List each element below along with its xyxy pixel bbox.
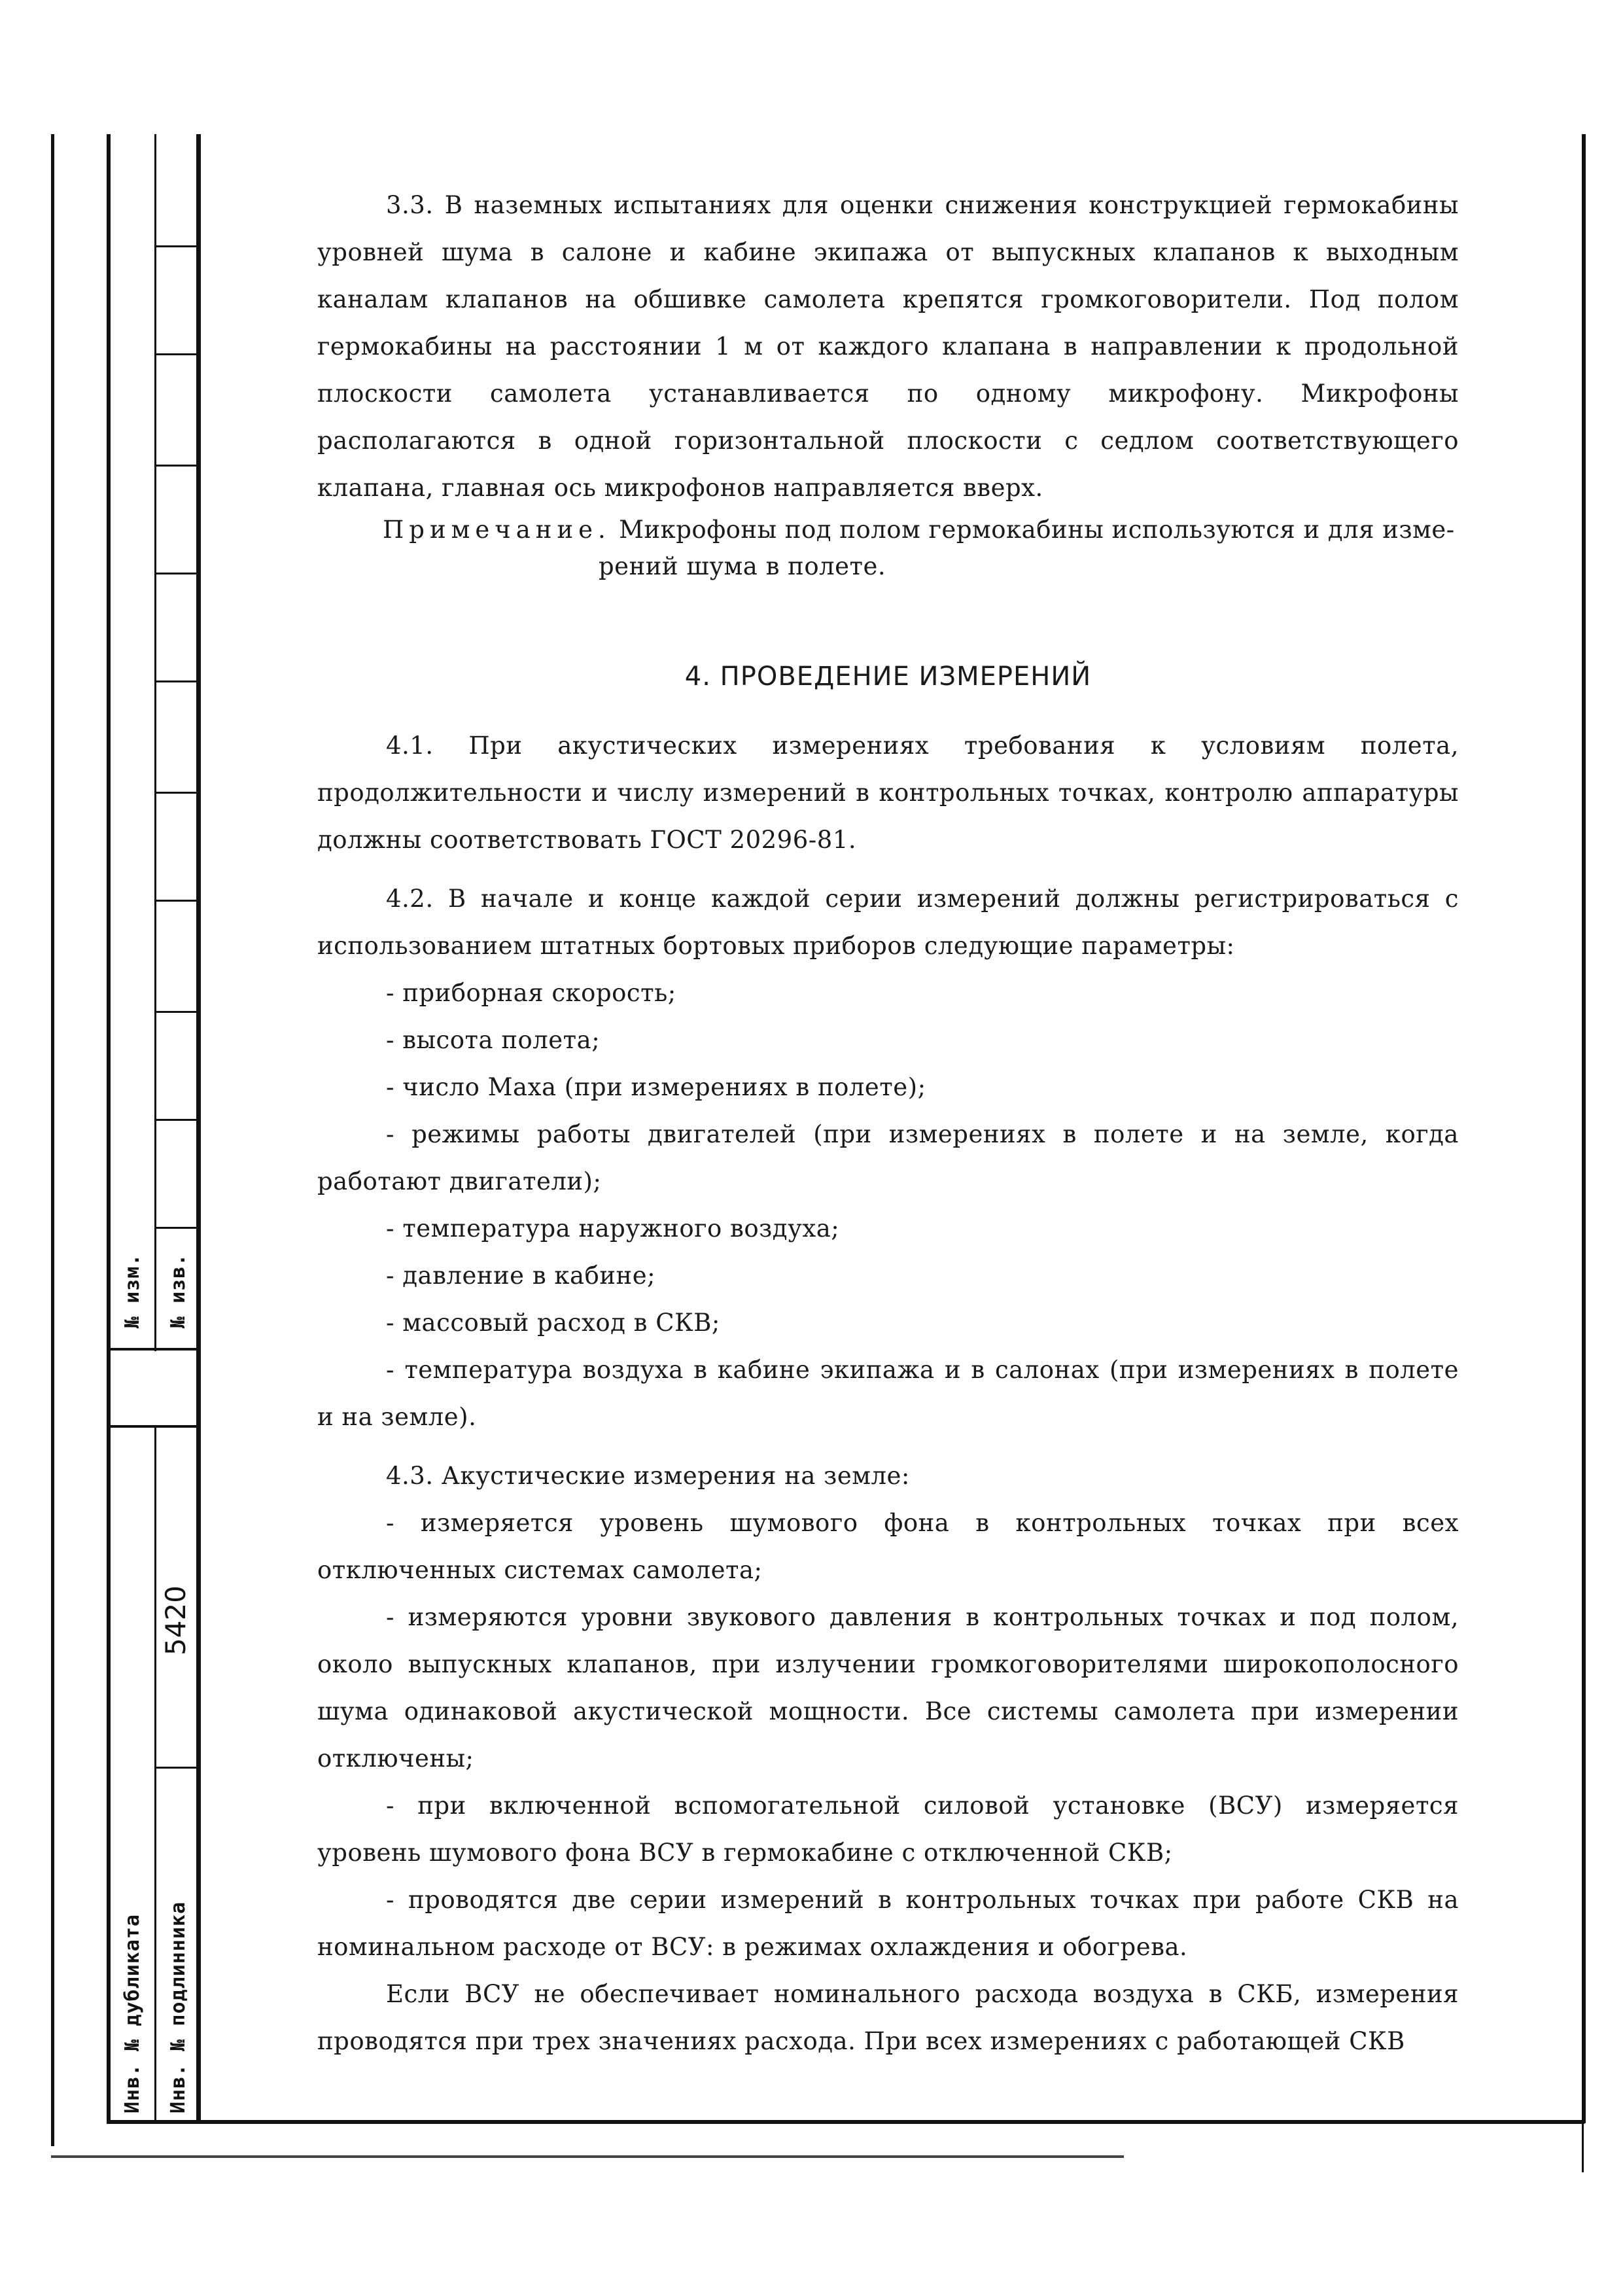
ground-item: - при включенной вспомогательной силовой установке (ВСУ) измеряется уровень шумового фона ВСУ в гермокабине с отключенной СКВ; <box>317 1792 1459 1867</box>
frame-left-outer-line <box>51 134 54 2146</box>
section-3-3 <box>317 182 1459 585</box>
stamp-cell-line <box>154 353 200 355</box>
frame-stamp-left-line <box>107 134 111 2123</box>
stamp-box-top-line <box>107 1348 200 1351</box>
frame-right-line <box>1582 134 1586 2123</box>
paragraph-4-1: 4.1. При акустических измерениях требования к условиям полета, продолжительности и числу измерений в контрольных точках, контролю аппаратуры должны соответствовать ГОСТ 20296-81. <box>317 732 1459 854</box>
paragraph-3-3: 3.3. В наземных испытаниях для оценки снижения конструкцией гермокабины уровней шума в салоне и кабине экипажа от выпускных клапанов к выходным каналам клапанов на обшивке самолета крепятся громкоговорители. Под полом гермокабины на расстоянии 1 м от каждого клапана в направлении к продольной плоскости самолета устанавливается по одному микрофону. Микрофоны располагаются в одной горизонтальной плоскости с седлом соответствующего клапана, главная ось микрофонов направляется вверх. <box>317 191 1459 502</box>
stamp-cell-line <box>154 900 200 902</box>
stamp-cell-line <box>154 680 200 682</box>
ground-item: - измеряется уровень шумового фона в контрольных точках при всех отключенных системах самолета; <box>317 1509 1459 1584</box>
note <box>383 512 1459 585</box>
stamp-box-top-line-2 <box>107 1425 200 1428</box>
paragraph-4-2: 4.2. В начале и конце каждой серии измерений должны регистрироваться с использованием штатных бортовых приборов следующие параметры: <box>317 885 1459 960</box>
ground-item: - проводятся две серии измерений в контрольных точках при работе СКВ на номинальном расходе от ВСУ: в режимах охлаждения и обогрева. <box>317 1886 1459 1961</box>
stamp-number: 5420 <box>160 1585 192 1655</box>
stamp-column-divider-lower <box>154 1426 156 2120</box>
stamp-no-izm: № изм. <box>121 1253 144 1328</box>
param-item: - приборная скорость; <box>386 979 676 1007</box>
stamp-no-izv: № изв. <box>167 1253 190 1328</box>
stamp-cell-line <box>154 1119 200 1121</box>
paragraph-4-3: 4.3. Акустические измерения на земле: <box>386 1462 910 1490</box>
note-label: Примечание. <box>383 516 611 544</box>
section-4-heading: 4. ПРОВЕДЕНИЕ ИЗМЕРЕНИЙ <box>684 662 1092 692</box>
param-item: - режимы работы двигателей (при измерениях в полете и на земле, когда работают двигатели); <box>317 1120 1459 1195</box>
stamp-cell-line <box>154 792 200 794</box>
param-item: - температура воздуха в кабине экипажа и в салонах (при измерениях в полете и на земле). <box>317 1356 1459 1431</box>
param-item: - давление в кабине; <box>386 1262 656 1290</box>
note-text: Микрофоны под полом гермокабины используются и для изме- <box>619 516 1455 544</box>
note-text-cont: рений шума в полете. <box>599 552 886 580</box>
stamp-cell-line <box>154 245 200 247</box>
stamp-column-divider <box>154 134 156 1351</box>
frame-bottom-line <box>107 2120 1584 2124</box>
param-item: - высота полета; <box>386 1026 601 1054</box>
frame-bottom-outer-line <box>51 2155 1124 2158</box>
frame-text-left-line <box>196 134 201 2123</box>
param-item: - число Маха (при измерениях в полете); <box>386 1073 926 1101</box>
section-4 <box>317 622 1459 2065</box>
paragraph-esli: Если ВСУ не обеспечивает номинального расхода воздуха в СКБ, измерения проводятся при трех значениях расхода. При всех измерениях с работающей СКВ <box>317 1980 1459 2055</box>
stamp-cell-line <box>154 1011 200 1013</box>
stamp-inv-dublikata: Инв. № дубликата <box>121 1914 144 2113</box>
ground-item: - измеряются уровни звукового давления в контрольных точках и под полом, около выпускных клапанов, при излучении громкоговорителями широкополосного шума одинаковой акустической мощности. Все системы самолета при измерении отключены; <box>317 1603 1459 1773</box>
param-item: - массовый расход в СКВ; <box>386 1309 720 1337</box>
stamp-cell-line <box>154 573 200 574</box>
stamp-cell-line <box>154 1767 200 1769</box>
stamp-cell-line <box>154 1227 200 1229</box>
param-item: - температура наружного воздуха; <box>386 1214 840 1243</box>
stamp-inv-podlinnika: Инв. № подлинника <box>167 1901 190 2113</box>
stamp-cell-line <box>154 465 200 467</box>
